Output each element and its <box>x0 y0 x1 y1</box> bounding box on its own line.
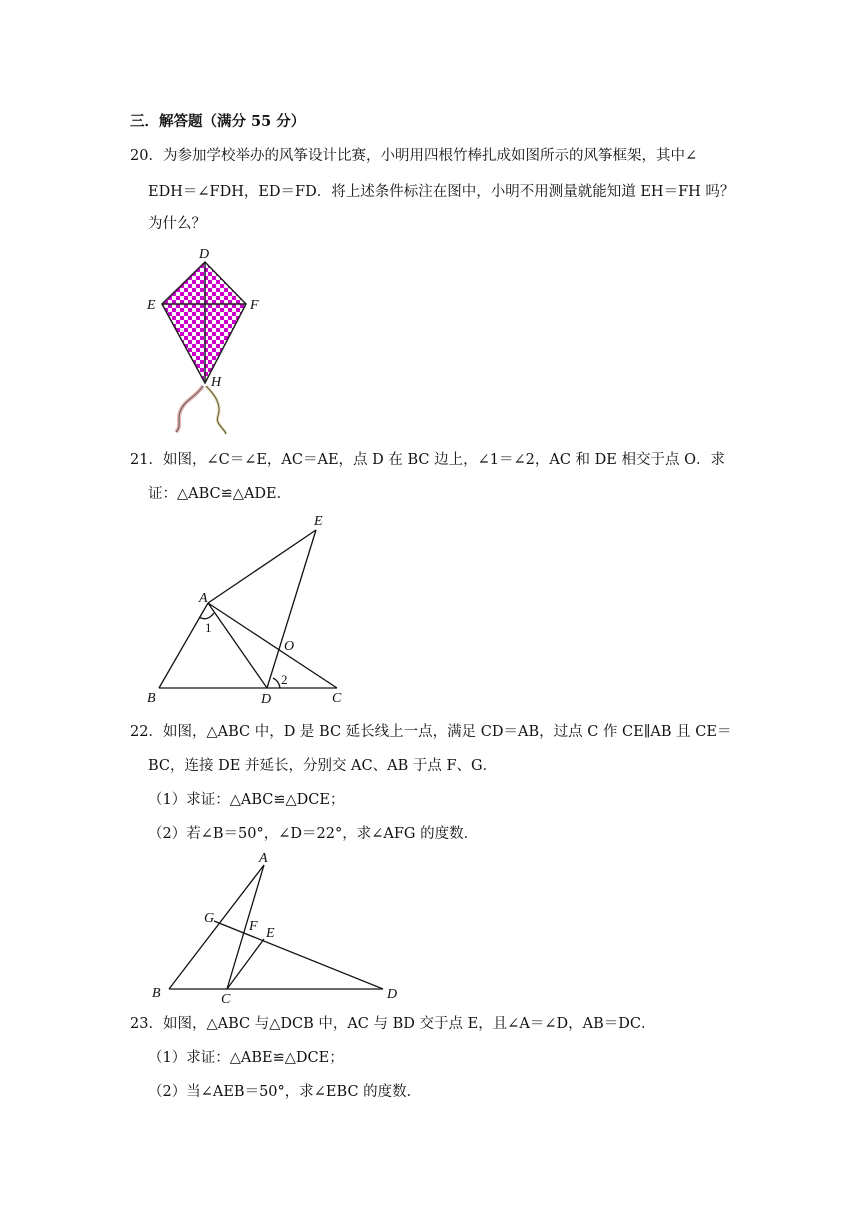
q21-label-c: C <box>332 691 342 706</box>
q22-label-d: D <box>387 987 398 1002</box>
kite-label-f: F <box>250 298 259 313</box>
q21-label-o: O <box>284 639 295 654</box>
q20-line2: EDH＝∠FDH，ED＝FD．将上述条件标注在图中，小明不用测量就能知道 EH＝FH 吗？ <box>148 184 735 200</box>
q22-line2: BC，连接 DE 并延长，分别交 AC、AB 于点 F、G． <box>148 758 498 774</box>
q22-label-b: B <box>152 986 161 1001</box>
q22-part1: （1）求证：△ABC≌△DCE； <box>148 792 345 808</box>
q22-label-c: C <box>221 992 231 1007</box>
q21-label-b: B <box>147 691 156 706</box>
section-title: 三．解答题（满分 55 分） <box>130 113 306 130</box>
q22-label-e: E <box>266 926 275 941</box>
kite-label-d: D <box>199 247 210 262</box>
q21-label-e: E <box>314 514 323 529</box>
q23-part1: （1）求证：△ABE≌△DCE； <box>148 1050 344 1066</box>
q20-line3: 为什么？ <box>148 216 206 232</box>
q23-line1: 23．如图，△ABC 与△DCB 中，AC 与 BD 交于点 E，且∠A＝∠D，AB＝DC． <box>130 1016 656 1032</box>
q22-label-a: A <box>259 851 268 866</box>
q21-label-2: 2 <box>281 672 288 687</box>
q21-line2: 证：△ABC≌△ADE． <box>148 486 292 502</box>
q21-label-1: 1 <box>205 620 212 635</box>
q22-part2: （2）若∠B＝50°，∠D＝22°，求∠AFG 的度数． <box>148 826 479 842</box>
q21-label-d: D <box>261 692 272 707</box>
q22-line1: 22．如图，△ABC 中，D 是 BC 延长线上一点，满足 CD＝AB，过点 C 作 CE∥AB 且 CE＝ <box>130 724 732 740</box>
q22-label-f: F <box>249 919 258 934</box>
q22-label-g: G <box>204 911 215 926</box>
q21-line1: 21．如图，∠C＝∠E，AC＝AE，点 D 在 BC 边上，∠1＝∠2，AC 和 DE 相交于点 O．求 <box>130 452 725 468</box>
kite-label-h: H <box>211 375 222 390</box>
kite-label-e: E <box>147 298 156 313</box>
q20-line1: 20．为参加学校举办的风筝设计比赛，小明用四根竹棒扎成如图所示的风筝框架，其中∠ <box>130 148 698 164</box>
q21-label-a: A <box>199 591 208 606</box>
q23-part2: （2）当∠AEB＝50°，求∠EBC 的度数． <box>148 1084 422 1100</box>
